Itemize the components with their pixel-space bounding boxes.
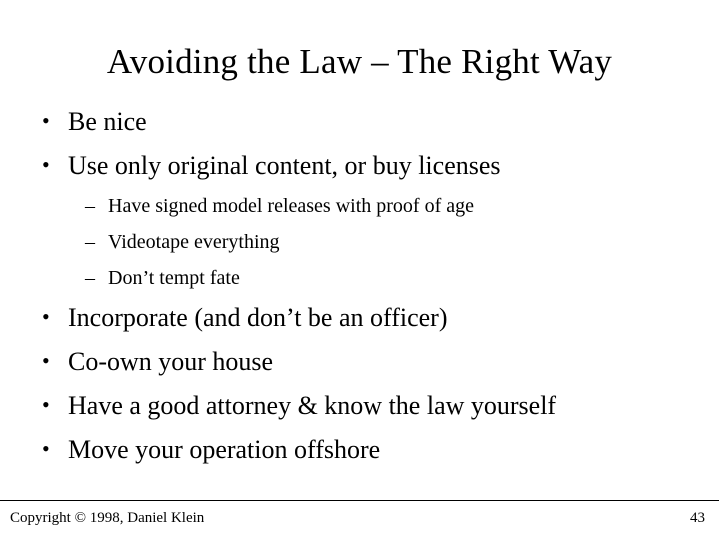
list-item-text: Use only original content, or buy licenses bbox=[68, 151, 501, 180]
sub-list-container bbox=[30, 193, 690, 291]
bullet-marker-icon: • bbox=[42, 108, 50, 133]
list-item bbox=[30, 229, 690, 255]
list-item-text: Don’t tempt fate bbox=[108, 267, 240, 289]
bullet-marker-icon: • bbox=[42, 392, 50, 417]
list-item-text: Videotape everything bbox=[108, 231, 280, 253]
page-title: Avoiding the Law – The Right Way bbox=[106, 42, 613, 81]
list-item bbox=[30, 345, 690, 378]
sub-list bbox=[30, 193, 690, 291]
list-item bbox=[30, 149, 690, 182]
list-item-text: Have a good attorney & know the law yourself bbox=[68, 391, 557, 420]
footer-copyright: Copyright © 1998, Daniel Klein bbox=[10, 510, 205, 526]
bullet-marker-icon: – bbox=[85, 231, 95, 253]
bullet-marker-icon: • bbox=[42, 304, 50, 329]
bullet-list bbox=[30, 105, 690, 477]
bullet-marker-icon: • bbox=[42, 436, 50, 461]
footer-divider bbox=[0, 500, 719, 501]
list-item-text: Be nice bbox=[68, 107, 147, 136]
list-item-text: Co-own your house bbox=[68, 347, 274, 376]
bullet-marker-icon: – bbox=[85, 195, 95, 217]
list-item bbox=[30, 265, 690, 291]
bullet-marker-icon: • bbox=[42, 348, 50, 373]
list-item bbox=[30, 105, 690, 138]
list-item-text: Incorporate (and don’t be an officer) bbox=[68, 303, 448, 332]
list-item bbox=[30, 433, 690, 466]
list-item bbox=[30, 193, 690, 219]
list-item-text: Move your operation offshore bbox=[68, 435, 381, 464]
bullet-marker-icon: – bbox=[85, 267, 95, 289]
footer-page-number: 43 bbox=[690, 510, 705, 526]
bullet-marker-icon: • bbox=[42, 152, 50, 177]
list-item-text: Have signed model releases with proof of age bbox=[108, 195, 474, 217]
list-item bbox=[30, 389, 690, 422]
list-item bbox=[30, 301, 690, 334]
